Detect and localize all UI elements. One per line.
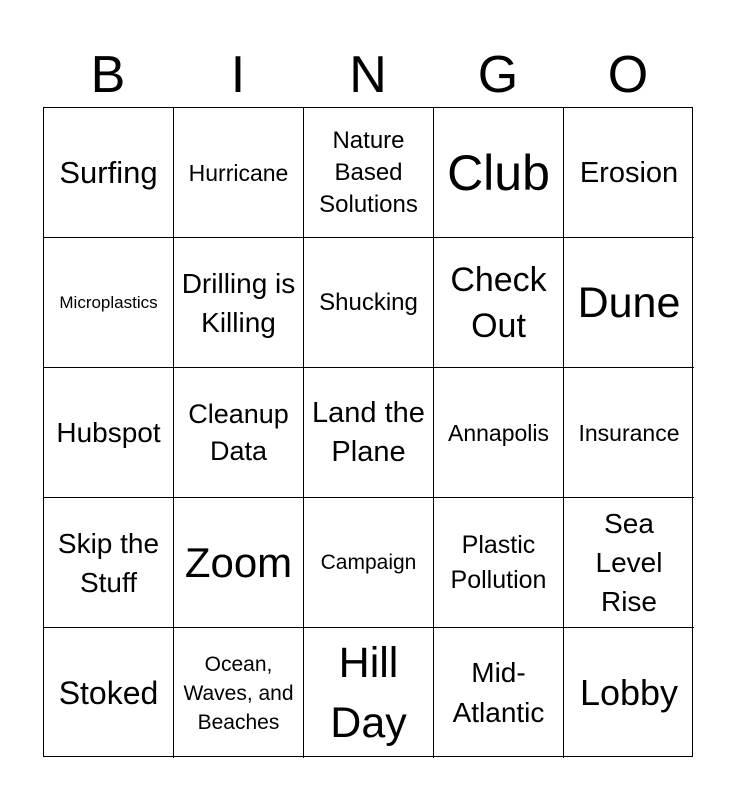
header-letter-b: B [90, 46, 126, 104]
bingo-cell[interactable] [564, 238, 694, 368]
bingo-cell[interactable] [434, 108, 564, 238]
bingo-cell[interactable] [434, 628, 564, 758]
cell-text: Sea Level Rise [595, 508, 663, 617]
bingo-cell[interactable] [434, 498, 564, 628]
header-letter-n: N [349, 46, 387, 104]
bingo-cell[interactable] [44, 368, 174, 498]
bingo-board [43, 107, 693, 757]
cell-text: Hubspot [56, 416, 161, 448]
bingo-cell[interactable] [304, 238, 434, 368]
bingo-cell[interactable] [304, 498, 434, 628]
header-letter-g: G [477, 46, 519, 104]
header-letter-o: O [607, 46, 649, 104]
bingo-cell[interactable] [44, 498, 174, 628]
cell-text: Skip the Stuff [57, 527, 160, 598]
cell-text: Check Out [450, 260, 547, 345]
cell-text: Shucking [319, 288, 418, 316]
cell-text: Stoked [58, 675, 159, 711]
bingo-cell[interactable] [434, 238, 564, 368]
bingo-cell[interactable] [174, 238, 304, 368]
cell-text: Microplastics [59, 292, 158, 312]
bingo-cell[interactable] [44, 108, 174, 238]
cell-text: Mid-Atlantic [452, 657, 545, 728]
bingo-cell[interactable] [304, 628, 434, 758]
cell-text: Land the Plane [312, 396, 425, 468]
cell-text: Zoom [184, 538, 293, 586]
bingo-cell[interactable] [44, 628, 174, 758]
bingo-cell[interactable] [174, 628, 304, 758]
bingo-cell[interactable] [44, 238, 174, 368]
bingo-cell[interactable] [564, 628, 694, 758]
bingo-cell[interactable] [564, 108, 694, 238]
cell-text: Surfing [59, 154, 158, 190]
cell-text: Drilling is Killing [181, 267, 296, 338]
bingo-cell[interactable] [304, 108, 434, 238]
cell-text: Erosion [579, 156, 679, 189]
bingo-cell[interactable] [564, 368, 694, 498]
cell-text: Hill Day [330, 639, 407, 747]
cell-text: Hurricane [188, 159, 289, 186]
cell-text: Club [447, 144, 550, 201]
bingo-cell[interactable] [174, 368, 304, 498]
cell-text: Annapolis [447, 419, 550, 446]
bingo-cell[interactable] [564, 498, 694, 628]
cell-text: Campaign [320, 550, 417, 574]
cell-text: Insurance [578, 419, 680, 446]
bingo-cell[interactable] [434, 368, 564, 498]
bingo-cell[interactable] [174, 498, 304, 628]
cell-text: Nature Based Solutions [319, 126, 418, 218]
bingo-cell[interactable] [174, 108, 304, 238]
bingo-cell[interactable] [304, 368, 434, 498]
bingo-header [43, 44, 693, 106]
cell-text: Cleanup Data [188, 398, 289, 466]
header-letter-i: I [230, 46, 246, 104]
cell-text: Dune [577, 278, 681, 327]
cell-text: Plastic Pollution [450, 530, 547, 594]
cell-text: Ocean, Waves, and Beaches [183, 652, 294, 734]
cell-text: Lobby [579, 672, 679, 713]
